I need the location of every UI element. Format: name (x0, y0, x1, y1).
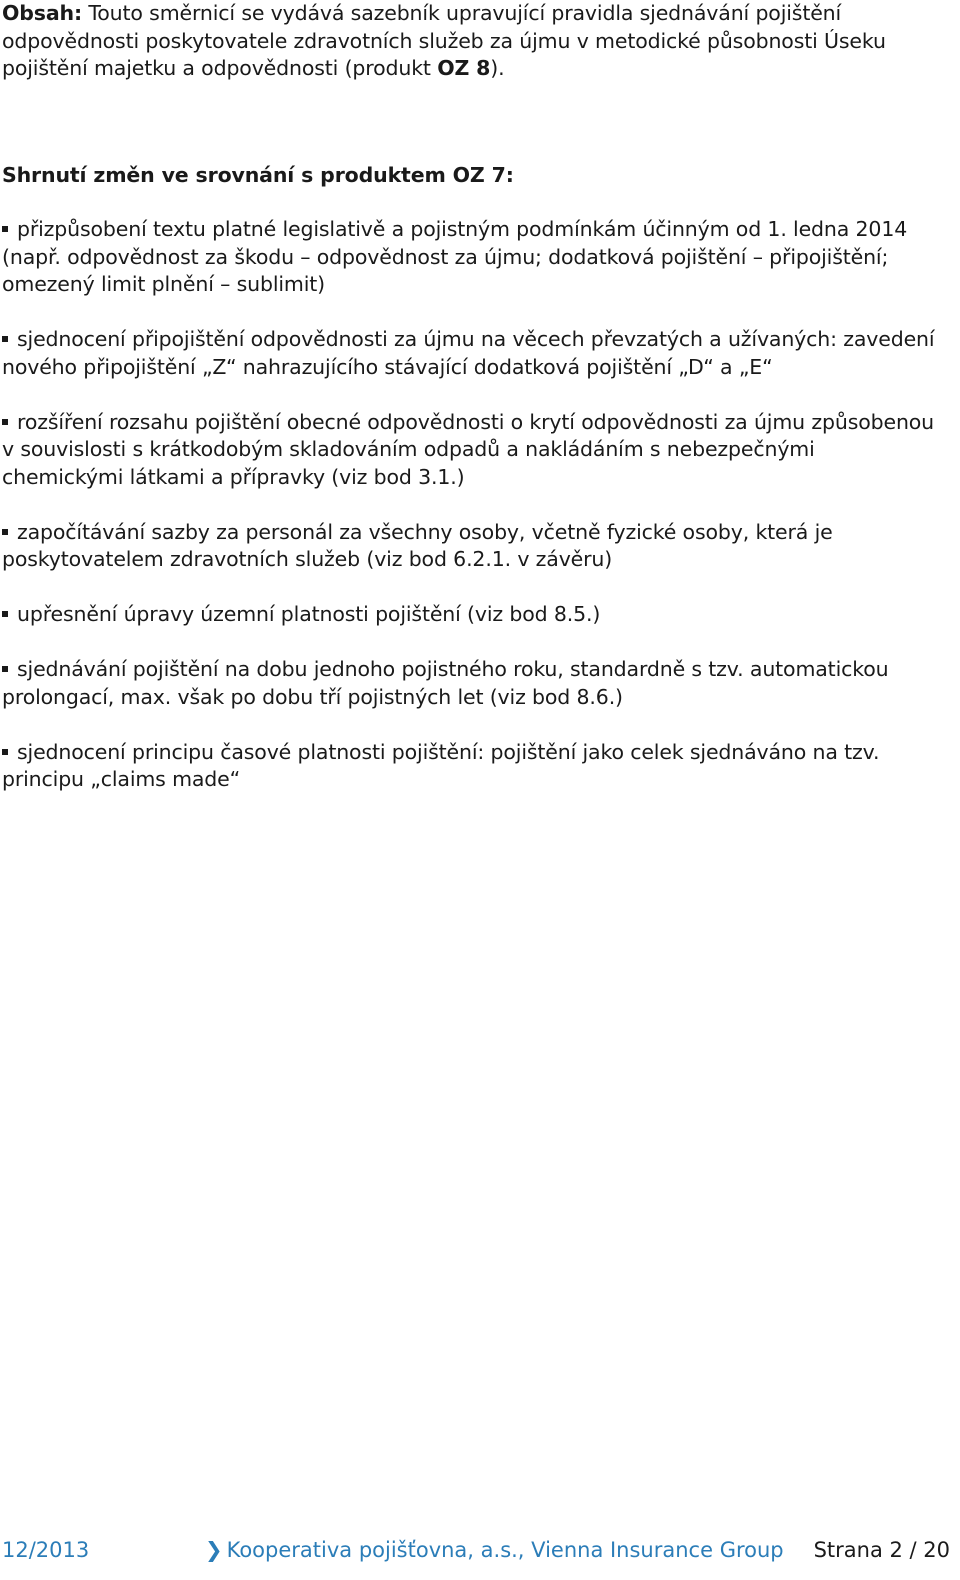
bullet-icon (2, 419, 8, 425)
summary-list (2, 216, 942, 821)
intro-text-end: ). (490, 56, 505, 80)
list-item-text: započítávání sazby za personál za všechny osoby, včetně fyzické osoby, která je poskytovatelem zdravotních služeb (viz bod 6.2.1. v závěru) (2, 519, 833, 571)
intro-lead-label: Obsah: (2, 1, 83, 25)
list-item (2, 739, 942, 794)
footer-page-number: Strana 2 / 20 (813, 1538, 950, 1562)
list-item-text: sjednávání pojištění na dobu jednoho pojistného roku, standardně s tzv. automatickou prolongací, max. však po dobu tří pojistných let (viz bod 8.6.) (2, 657, 889, 709)
list-item (2, 656, 942, 711)
summary-heading: Shrnutí změn ve srovnání s produktem OZ 7: (2, 163, 514, 187)
bullet-icon (2, 749, 8, 755)
document-body (2, 0, 942, 791)
list-item (2, 409, 942, 492)
list-item (2, 216, 942, 299)
list-item (2, 601, 942, 629)
bullet-icon (2, 226, 8, 232)
footer-company (205, 1538, 784, 1562)
list-item (2, 326, 942, 381)
list-item-text: upřesnění úpravy územní platnosti pojištění (viz bod 8.5.) (17, 602, 601, 626)
intro-text: Touto směrnicí se vydává sazebník upravující pravidla sjednávání pojištění odpovědnosti poskytovatele zdravotních služeb za újmu v metodické působnosti Úseku pojištění majetku a odpovědnosti (produkt (2, 1, 886, 80)
bullet-icon (2, 611, 8, 617)
bullet-icon (2, 666, 8, 672)
footer-date: 12/2013 (2, 1538, 90, 1562)
list-item-text: přizpůsobení textu platné legislativě a pojistným podmínkám účinným od 1. ledna 2014 (např. odpovědnost za škodu – odpovědnost za újmu; dodatková pojištění – připojištění; omezený limit plnění – sublimit) (2, 217, 908, 296)
list-item-text: sjednocení připojištění odpovědnosti za újmu na věcech převzatých a užívaných: zavedení nového připojištění „Z“ nahrazujícího stávající dodatková pojištění „D“ a „E“ (2, 327, 935, 379)
intro-paragraph (2, 0, 942, 83)
bullet-icon (2, 529, 8, 535)
intro-product-code: OZ 8 (437, 56, 491, 80)
page-footer (0, 1538, 960, 1568)
list-item (2, 519, 942, 574)
chevron-right-icon: ❯ (205, 1538, 223, 1562)
list-item-text: sjednocení principu časové platnosti pojištění: pojištění jako celek sjednáváno na tzv. principu „claims made“ (2, 739, 880, 791)
list-item-text: rozšíření rozsahu pojištění obecné odpovědnosti o krytí odpovědnosti za újmu způsobenou v souvislosti s krátkodobým skladováním odpadů a nakládáním s nebezpečnými chemickými látkami a přípravky (viz bod 3.1.) (2, 409, 935, 489)
footer-company-name: Kooperativa pojišťovna, a.s., Vienna Insurance Group (226, 1538, 784, 1562)
bullet-icon (2, 336, 8, 342)
